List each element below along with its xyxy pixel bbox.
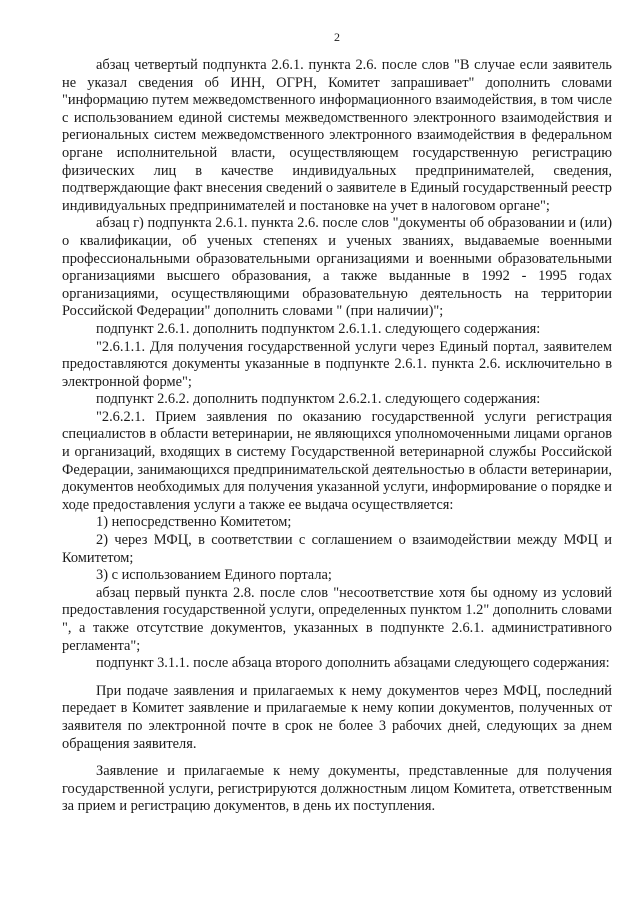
paragraph-add-2-6-1-1: подпункт 2.6.1. дополнить подпунктом 2.6.1.1. следующего содержания: [96, 320, 541, 337]
document-page [62, 30, 612, 816]
paragraph-amend-3-1-1: подпункт 3.1.1. после абзаца второго дополнить абзацами следующего содержания: [96, 655, 610, 672]
paragraph-add-2-6-2-1: подпункт 2.6.2. дополнить подпунктом 2.6.2.1. следующего содержания: [96, 391, 541, 408]
page-number: 2 [334, 30, 340, 44]
list-item-mfc: 2) через МФЦ, в соответствии с соглашением о взаимодействии между МФЦ и Комитетом; [62, 532, 612, 566]
list-item-committee: 1) непосредственно Комитетом; [96, 514, 292, 531]
paragraph-amend-2-6-1-abzac-4: абзац четвертый подпункта 2.6.1. пункта 2.6. после слов "В случае если заявитель не указал сведения об ИНН, ОГРН, Комитет запрашивает" дополнить словами "информацию путем межведомственного информационного взаимодействия, в том числе с использованием единой системы межведомственного электронного взаимодействия и региональных систем межведомственного электронного взаимодействия в федеральном органе исполнительной власти, осуществляющем государственную регистрацию физических лиц в качестве индивидуальных предпринимателей, сведения, подтверждающие факт внесения сведений о заявителе в Единый государственный реестр индивидуальных предпринимателей и постановке на учет в налоговом органе"; [62, 57, 612, 214]
paragraph-registration: Заявление и прилагаемые к нему документы, представленные для получения государственной услуги, регистрируются должностным лицом Комитета, ответственным за прием и регистрацию документов, в день их поступления. [62, 763, 612, 815]
list-item-portal: 3) с использованием Единого портала; [96, 567, 332, 584]
paragraph-amend-2-6-1-abzac-g: абзац г) подпункта 2.6.1. пункта 2.6. после слов "документы об образовании и (или) о квалификации, об ученых степенях и ученых званиях, выдаваемые военными профессиональными образовательными организациями и военными образовательными организациями высшего образования, а также выданные в 1992 - 1995 годах организациями, осуществляющими образовательную деятельность на территории Российской Федерации" дополнить словами " (при наличии)"; [62, 215, 612, 320]
paragraph-text-2-6-1-1: "2.6.1.1. Для получения государственной услуги через Единый портал, заявителем предоставляются документы указанные в подпункте 2.6.1. пункта 2.6. исключительно в электронной форме"; [62, 338, 612, 390]
paragraph-mfc-submission: При подаче заявления и прилагаемых к нему документов через МФЦ, последний передает в Комитет заявление и прилагаемые к нему копии документов, полученных от заявителя по электронной почте в срок не более 3 рабочих дней, следующих за днем обращения заявителя. [62, 682, 612, 752]
paragraph-text-2-6-2-1: "2.6.2.1. Прием заявления по оказанию государственной услуги регистрация специалистов в области ветеринарии, не являющихся уполномоченными лицами органов и организаций, входящих в систему Государственной ветеринарной службы Российской Федерации, занимающихся предпринимательской деятельностью в области ветеринарии, документов необходимых для получения указанной услуги, информирование о порядке и ходе предоставления услуги а также ее выдача осуществляется: [62, 408, 612, 513]
paragraph-amend-2-8: абзац первый пункта 2.8. после слов "несоответствие хотя бы одному из условий предоставления государственной услуги, определенных пунктом 1.2" дополнить словами ", а также отсутствие документов, указанных в подпункте 2.6.1. административного регламента"; [62, 584, 612, 654]
